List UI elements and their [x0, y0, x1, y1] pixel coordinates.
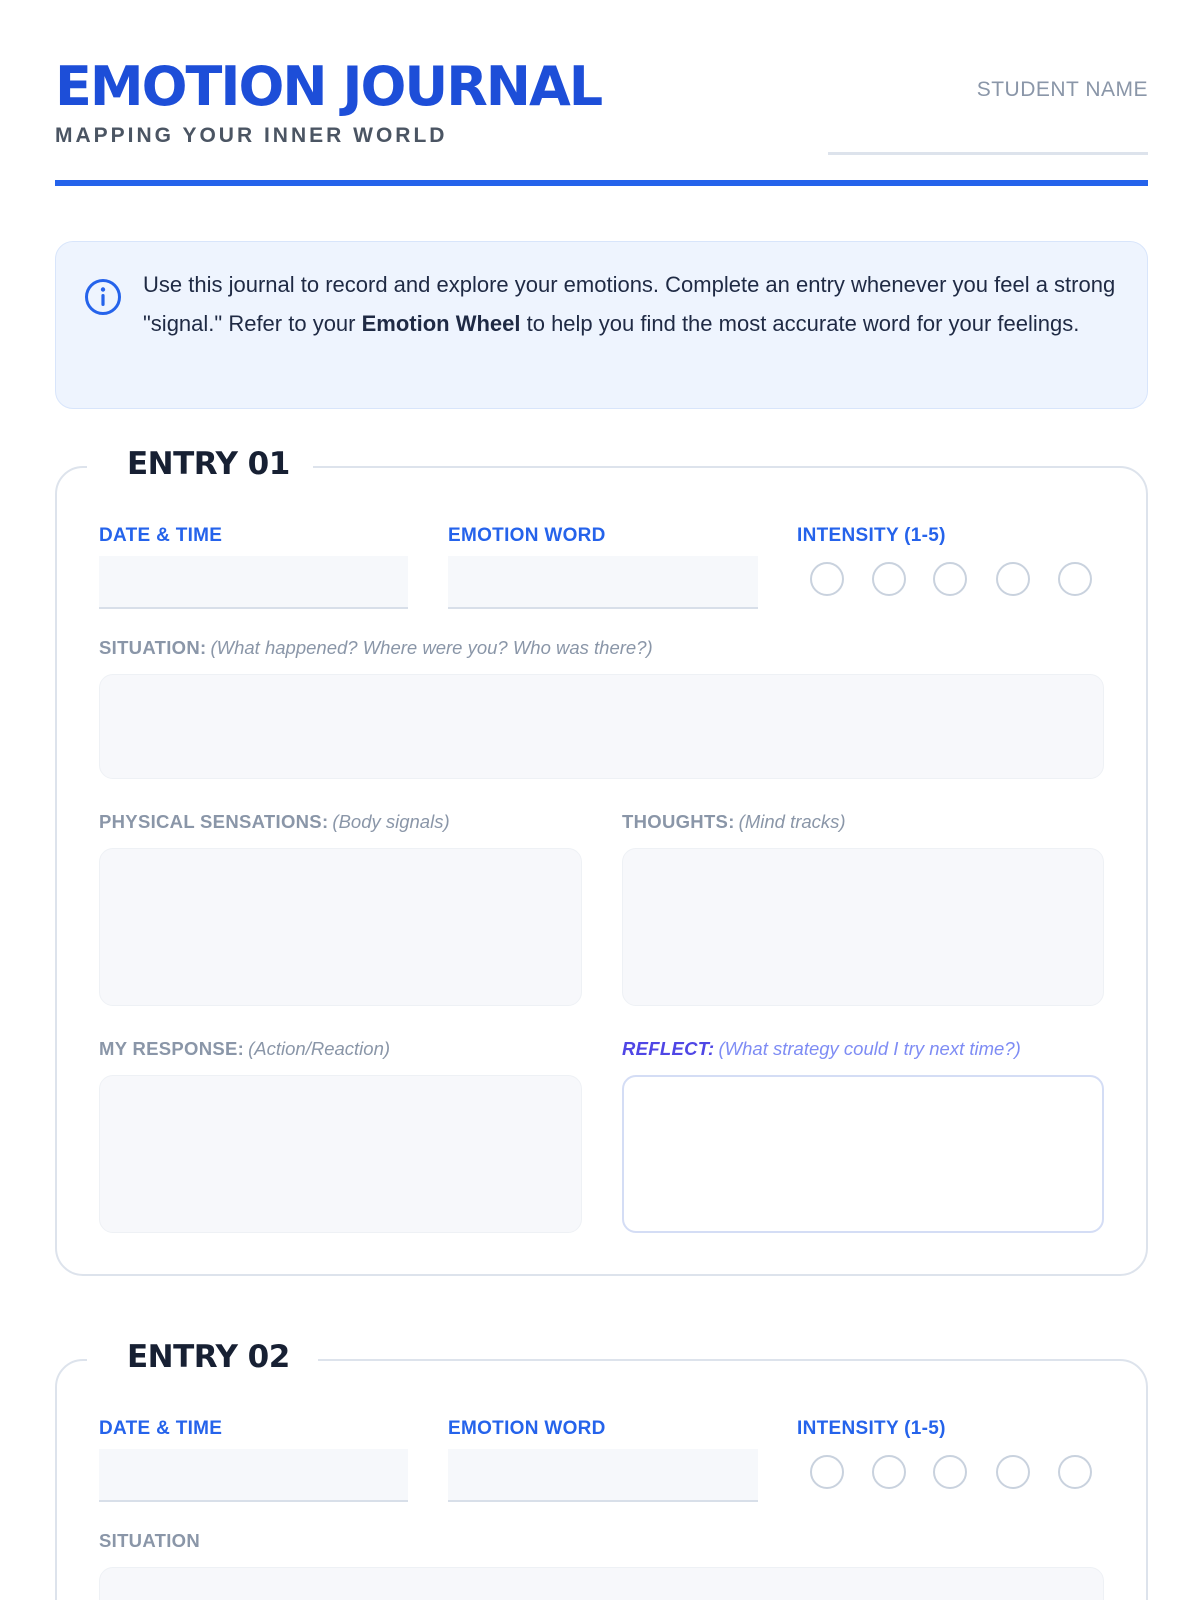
info-text-part: to help you find the most accurate word for your feelings. — [520, 310, 1080, 336]
emotion-word-label: EMOTION WORD — [448, 1418, 606, 1439]
thoughts-hint: (Mind tracks) — [738, 811, 846, 832]
intensity-option-5[interactable] — [1058, 1455, 1092, 1489]
intensity-option-4[interactable] — [996, 1455, 1030, 1489]
intensity-option-1[interactable] — [810, 1455, 844, 1489]
date-time-label: DATE & TIME — [99, 1418, 223, 1439]
my-response-label — [99, 1038, 390, 1060]
situation-hint: (What happened? Where were you? Who was there?) — [210, 637, 653, 658]
physical-hint: (Body signals) — [332, 811, 450, 832]
physical-caption: PHYSICAL SENSATIONS: — [99, 811, 329, 832]
info-circle-icon — [84, 278, 122, 316]
emotion-word-input[interactable] — [448, 1449, 758, 1502]
intensity-option-3[interactable] — [933, 1455, 967, 1489]
thoughts-box[interactable] — [622, 848, 1104, 1006]
info-text-part: Use this journal to record and explore your emotions. Complete an entry whenever you feel a strong "signal." Refer to your — [143, 272, 1116, 336]
date-time-input[interactable] — [99, 1449, 408, 1502]
date-time-input[interactable] — [99, 556, 408, 609]
situation-box[interactable] — [99, 1567, 1104, 1600]
entry-title: ENTRY 01 — [87, 442, 318, 486]
entry-title-rule — [319, 1359, 1118, 1361]
page-title: EMOTION JOURNAL — [55, 55, 602, 118]
page-header — [55, 55, 1148, 188]
intensity-label: INTENSITY (1-5) — [797, 525, 946, 546]
intensity-option-4[interactable] — [996, 562, 1030, 596]
entry-card-01 — [55, 446, 1148, 1276]
situation-label — [99, 637, 653, 659]
response-caption: MY RESPONSE: — [99, 1038, 245, 1059]
reflect-label — [622, 1038, 1021, 1060]
intensity-option-1[interactable] — [810, 562, 844, 596]
emotion-word-label: EMOTION WORD — [448, 525, 606, 546]
intensity-option-5[interactable] — [1058, 562, 1092, 596]
page-subtitle: MAPPING YOUR INNER WORLD — [55, 124, 448, 147]
student-name-field[interactable] — [828, 152, 1148, 155]
info-banner — [55, 241, 1148, 409]
thoughts-label — [622, 811, 846, 833]
date-time-label: DATE & TIME — [99, 525, 223, 546]
intensity-option-2[interactable] — [872, 1455, 906, 1489]
situation-caption: SITUATION: — [99, 637, 207, 658]
entry-title-rule — [313, 466, 1118, 468]
my-response-box[interactable] — [99, 1075, 582, 1233]
situation-label — [99, 1530, 200, 1552]
entry-card-02 — [55, 1339, 1148, 1600]
reflect-hint: (What strategy could I try next time?) — [718, 1038, 1021, 1059]
header-divider — [55, 180, 1148, 186]
intensity-option-2[interactable] — [872, 562, 906, 596]
reflect-box[interactable] — [622, 1075, 1104, 1233]
info-text — [143, 266, 1128, 343]
thoughts-caption: THOUGHTS: — [622, 811, 735, 832]
situation-caption: SITUATION — [99, 1530, 201, 1551]
physical-sensations-label — [99, 811, 450, 833]
response-hint: (Action/Reaction) — [248, 1038, 391, 1059]
physical-sensations-box[interactable] — [99, 848, 582, 1006]
entry-title: ENTRY 02 — [87, 1335, 318, 1379]
intensity-option-3[interactable] — [933, 562, 967, 596]
reflect-caption: REFLECT: — [622, 1038, 715, 1059]
intensity-label: INTENSITY (1-5) — [797, 1418, 946, 1439]
emotion-word-input[interactable] — [448, 556, 758, 609]
student-name-label: STUDENT NAME — [976, 78, 1148, 101]
situation-box[interactable] — [99, 674, 1104, 779]
emotion-wheel-reference: Emotion Wheel — [361, 310, 521, 336]
